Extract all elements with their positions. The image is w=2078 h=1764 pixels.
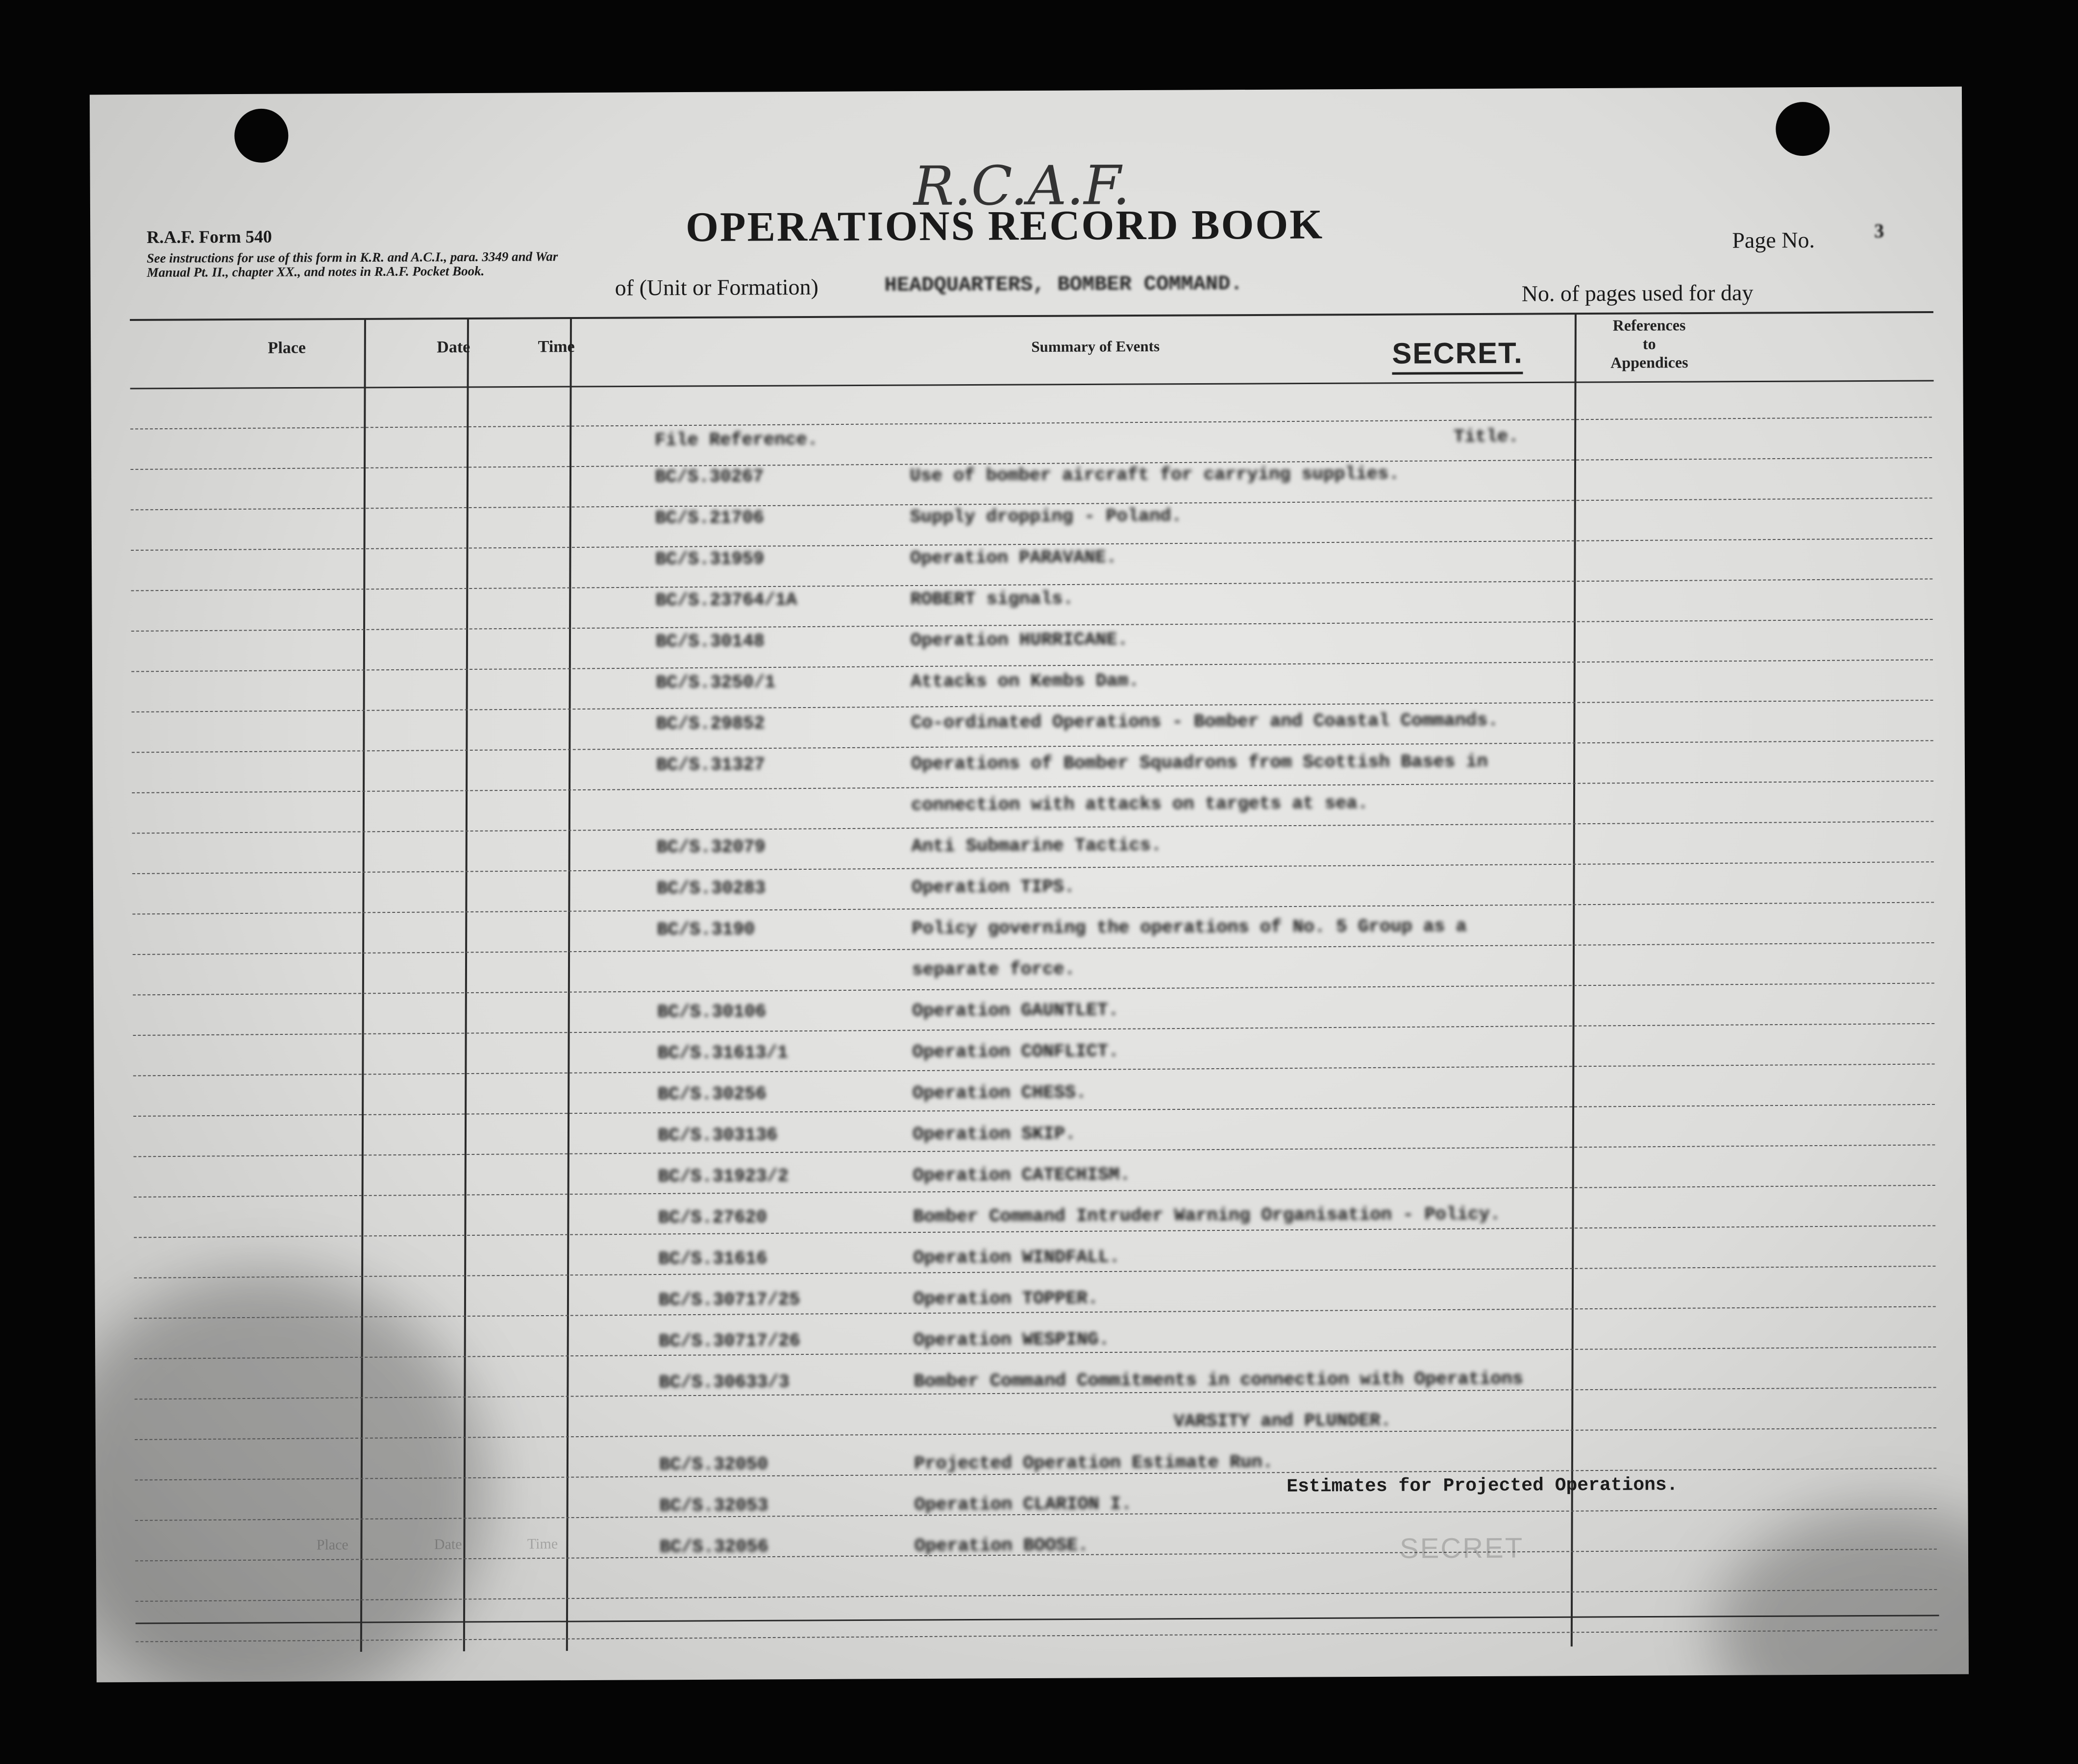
handwritten-note: R.C.A.F. xyxy=(913,154,1130,218)
file-reference: BC/S.32079 xyxy=(656,837,766,858)
ruled-line xyxy=(134,1185,1937,1197)
title-header: Title. xyxy=(1453,426,1519,448)
ruled-line xyxy=(132,902,1936,914)
entry-subject: Operation WESPING. xyxy=(913,1329,1110,1351)
page-number-label: Page No. xyxy=(1732,227,1815,253)
file-reference: BC/S.3250/1 xyxy=(656,672,776,694)
ruled-line xyxy=(136,1630,1939,1642)
file-reference: BC/S.32053 xyxy=(659,1495,768,1517)
ruled-line xyxy=(133,1064,1937,1076)
file-reference: BC/S.31959 xyxy=(655,549,765,570)
typed-correction: Estimates for Projected Operations. xyxy=(1286,1474,1678,1497)
column-header-references xyxy=(1576,316,1723,372)
entry-subject: Operation SKIP. xyxy=(913,1124,1076,1146)
file-reference: BC/S.30148 xyxy=(655,631,765,653)
faint-time-bleed: Time xyxy=(527,1536,558,1552)
entry-subject: Co-ordinated Operations - Bomber and Coastal Commands. xyxy=(911,710,1499,734)
column-header-time: Time xyxy=(538,338,575,356)
ruled-line xyxy=(133,983,1936,995)
ruled-line xyxy=(133,1104,1937,1116)
page-number-value: 3 xyxy=(1874,220,1884,242)
file-reference: BC/S.30283 xyxy=(656,878,766,900)
ruled-line xyxy=(135,1428,1938,1440)
column-header-references-line: References xyxy=(1612,316,1686,334)
file-reference: BC/S.30717/25 xyxy=(658,1290,800,1311)
entry-subject: Projected Operation Estimate Run. xyxy=(914,1452,1273,1475)
ruled-line xyxy=(132,862,1936,874)
file-reference: BC/S.21706 xyxy=(655,508,764,529)
page-title: OPERATIONS RECORD BOOK xyxy=(685,200,1324,251)
entry-subject: Operation WINDFALL. xyxy=(913,1247,1120,1269)
file-reference: BC/S.31613/1 xyxy=(657,1043,789,1064)
column-header-references-line: to xyxy=(1642,335,1656,353)
faint-secret-bleed: SECRET xyxy=(1399,1532,1524,1565)
entry-subject: Attacks on Kembs Dam. xyxy=(911,671,1139,693)
entry-subject: Operation CLARION I. xyxy=(914,1494,1132,1516)
form-sheet xyxy=(90,87,1969,1683)
ruled-line xyxy=(133,943,1936,955)
file-reference: BC/S.30267 xyxy=(655,466,764,488)
column-header-summary: Summary of Events xyxy=(1031,337,1160,355)
file-reference: BC/S.31923/2 xyxy=(658,1166,789,1188)
ruled-line xyxy=(132,821,1935,833)
ruled-line xyxy=(134,1225,1937,1237)
file-reference: BC/S.30106 xyxy=(657,1002,767,1023)
file-reference: BC/S.31616 xyxy=(658,1249,767,1270)
entry-subject: separate force. xyxy=(912,959,1075,981)
entry-subject: connection with attacks on targets at sea. xyxy=(911,793,1368,816)
form-instructions: See instructions for use of this form in K.R. and A.C.I., para. 3349 and War Manual Pt. II., chapter XX., and notes in R.A.F. Pocket Book. xyxy=(147,249,558,280)
punch-hole-left xyxy=(234,109,288,163)
entry-subject: Policy governing the operations of No. 5 Group as a xyxy=(912,916,1467,940)
ruled-line xyxy=(131,660,1935,671)
file-reference: BC/S.3190 xyxy=(657,919,755,941)
file-reference: BC/S.303136 xyxy=(658,1125,778,1147)
pages-used-label: No. of pages used for day xyxy=(1521,280,1754,306)
secret-stamp: SECRET. xyxy=(1392,336,1523,375)
file-reference: BC/S.32050 xyxy=(659,1454,768,1476)
entry-subject: Operations of Bomber Squadrons from Scottish Bases in xyxy=(911,751,1488,775)
entry-subject: ROBERT signals. xyxy=(910,588,1074,611)
entry-subject: Operation CATECHISM. xyxy=(913,1165,1131,1187)
unit-value: HEADQUARTERS, BOMBER COMMAND. xyxy=(884,272,1243,297)
column-header-references-line: Appendices xyxy=(1610,353,1688,371)
entry-subject: Operation PARAVANE. xyxy=(910,547,1117,569)
entry-subject: Supply dropping - Poland. xyxy=(910,506,1182,528)
entry-subject: Anti Submarine Tactics. xyxy=(911,835,1162,858)
form-id: R.A.F. Form 540 xyxy=(147,226,272,247)
entry-subject: Bomber Command Commitments in connection with Operations xyxy=(914,1369,1523,1393)
ruled-line xyxy=(133,1024,1936,1035)
entry-subject: VARSITY and PLUNDER. xyxy=(1173,1410,1391,1432)
ruled-line xyxy=(131,700,1935,712)
entry-subject: Use of bomber aircraft for carrying supplies. xyxy=(910,464,1400,487)
entry-subject: Operation CHESS. xyxy=(912,1082,1087,1104)
entry-subject: Operation BOOSE. xyxy=(914,1535,1089,1557)
file-reference: BC/S.27620 xyxy=(658,1207,767,1229)
file-reference: BC/S.32056 xyxy=(659,1537,769,1558)
punch-hole-right xyxy=(1776,102,1830,156)
file-reference: BC/S.30256 xyxy=(657,1084,767,1105)
ruled-line xyxy=(132,781,1935,793)
entry-subject: Operation TIPS. xyxy=(911,877,1075,899)
file-reference: BC/S.31327 xyxy=(656,755,766,776)
entry-subject: Operation HURRICANE. xyxy=(910,630,1128,652)
entry-subject: Operation TOPPER. xyxy=(913,1288,1099,1310)
unit-label: of (Unit or Formation) xyxy=(615,274,819,300)
column-header-date: Date xyxy=(437,338,470,357)
faint-date-bleed: Date xyxy=(434,1536,462,1553)
file-reference: BC/S.30717/26 xyxy=(658,1331,800,1352)
ruled-line xyxy=(132,740,1935,752)
ruled-line xyxy=(130,417,1934,429)
faint-place-bleed: Place xyxy=(316,1537,348,1553)
entry-subject: Bomber Command Intruder Warning Organisation - Policy. xyxy=(913,1204,1501,1228)
column-header-place: Place xyxy=(268,339,306,357)
ruled-line xyxy=(133,1145,1937,1156)
entry-subject: Operation GAUNTLET. xyxy=(912,1000,1119,1022)
file-reference: BC/S.23764/1A xyxy=(655,590,797,612)
entry-subject: Operation CONFLICT. xyxy=(912,1041,1119,1063)
ruled-line xyxy=(131,619,1935,631)
file-reference: BC/S.29852 xyxy=(656,713,765,735)
file-reference: BC/S.30633/3 xyxy=(659,1372,790,1394)
ruled-line xyxy=(135,1590,1939,1601)
file-reference-header: File Reference. xyxy=(654,429,818,451)
